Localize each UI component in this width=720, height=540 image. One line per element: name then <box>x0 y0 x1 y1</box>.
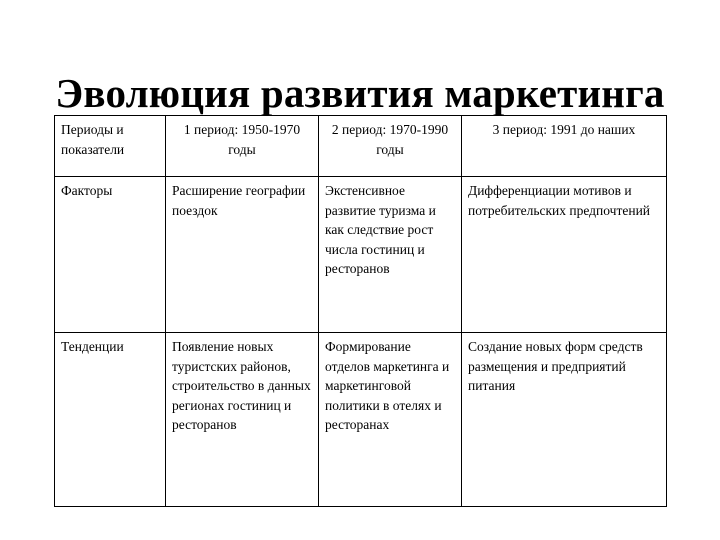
header-cell-period-3: 3 период: 1991 до наших <box>462 116 667 177</box>
table-row-factors <box>55 177 667 333</box>
header-cell-period-1: 1 период: 1950-1970 годы <box>166 116 319 177</box>
factors-period-2-cell: Экстенсивное развитие туризма и как следствие рост числа гостиниц и ресторанов <box>319 177 462 333</box>
slide-title: Эволюция развития маркетинга <box>55 70 665 116</box>
trends-period-1-cell: Появление новых туристских районов, строительство в данных регионах гостиниц и ресторанов <box>166 333 319 507</box>
factors-period-3-cell: Дифференциации мотивов и потребительских предпочтений <box>462 177 667 333</box>
header-cell-period-2: 2 период: 1970-1990 годы <box>319 116 462 177</box>
table-row-trends <box>55 333 667 507</box>
header-cell-periods: Периоды и показатели <box>55 116 166 177</box>
trends-period-3-cell: Создание новых форм средств размещения и предприятий питания <box>462 333 667 507</box>
table-header-row <box>55 116 667 177</box>
evolution-table <box>54 115 667 507</box>
row-label-trends: Тенденции <box>55 333 166 507</box>
factors-period-1-cell: Расширение географии поездок <box>166 177 319 333</box>
row-label-factors: Факторы <box>55 177 166 333</box>
trends-period-2-cell: Формирование отделов маркетинга и маркетинговой политики в отелях и ресторанах <box>319 333 462 507</box>
